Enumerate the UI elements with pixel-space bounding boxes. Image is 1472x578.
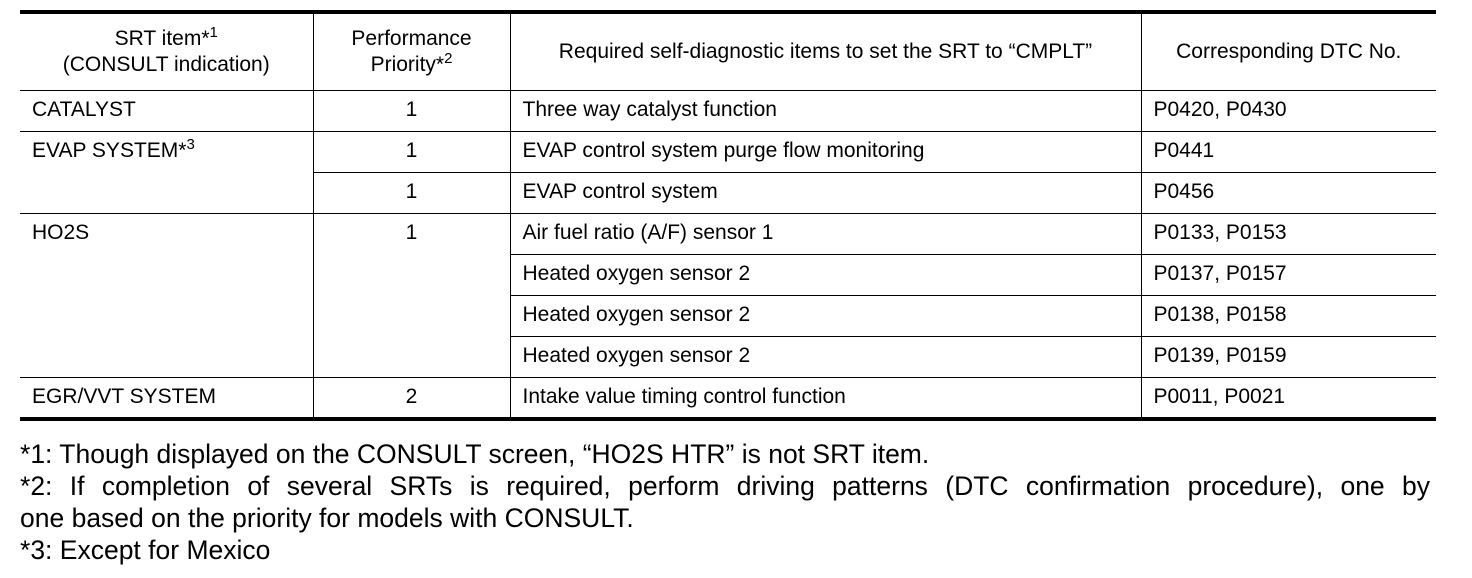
srt-table <box>20 10 1436 421</box>
item-cell: Heated oxygen sensor 2 <box>510 255 1141 296</box>
srt-cell <box>20 132 313 214</box>
dtc-cell: P0420, P0430 <box>1141 91 1436 132</box>
srt-footnote: 3 <box>186 136 195 153</box>
item-cell: EVAP control system <box>510 173 1141 214</box>
srt-cell <box>20 91 313 132</box>
footnote-1: *1: Though displayed on the CONSULT screen, “HO2S HTR” is not SRT item. <box>20 439 930 469</box>
header-srt-item-footnote: 1 <box>209 24 218 41</box>
header-priority-line2: Priority* <box>370 53 445 76</box>
footnote-2-line2: one based on the priority for models with CONSULT. <box>20 503 634 533</box>
dtc-cell: P0133, P0153 <box>1141 214 1436 255</box>
priority-cell: 1 <box>313 91 510 132</box>
priority-cell: 2 <box>313 378 510 419</box>
table-row <box>20 214 1436 255</box>
dtc-cell: P0137, P0157 <box>1141 255 1436 296</box>
item-cell: EVAP control system purge flow monitoring <box>510 132 1141 173</box>
footnote-2-line1: *2: If completion of several SRTs is required, perform driving patterns (DTC confirmation procedure), one by <box>20 471 1430 501</box>
item-cell: Three way catalyst function <box>510 91 1141 132</box>
table-row <box>20 132 1436 173</box>
header-dtc: Corresponding DTC No. <box>1141 12 1436 91</box>
table-row <box>20 91 1436 132</box>
header-srt-item-line1: SRT item* <box>114 27 210 50</box>
dtc-cell: P0138, P0158 <box>1141 296 1436 337</box>
table-header-row <box>20 12 1436 91</box>
item-cell: Intake value timing control function <box>510 378 1141 419</box>
srt-label: EVAP SYSTEM* <box>32 139 187 162</box>
dtc-cell: P0441 <box>1141 132 1436 173</box>
dtc-cell: P0456 <box>1141 173 1436 214</box>
dtc-cell: P0139, P0159 <box>1141 337 1436 378</box>
item-cell: Heated oxygen sensor 2 <box>510 337 1141 378</box>
srt-cell <box>20 214 313 378</box>
priority-cell: 1 <box>313 173 510 214</box>
item-cell: Air fuel ratio (A/F) sensor 1 <box>510 214 1141 255</box>
srt-cell <box>20 378 313 419</box>
table-row <box>20 378 1436 419</box>
header-priority <box>313 12 510 91</box>
priority-cell: 1 <box>313 132 510 173</box>
srt-label: HO2S <box>32 221 90 244</box>
header-priority-footnote: 2 <box>444 50 453 67</box>
priority-cell: 1 <box>313 214 510 378</box>
footnote-3: *3: Except for Mexico <box>20 535 271 565</box>
srt-label: CATALYST <box>32 98 136 121</box>
dtc-cell: P0011, P0021 <box>1141 378 1436 419</box>
header-required-items: Required self-diagnostic items to set the SRT to “CMPLT” <box>510 12 1141 91</box>
header-priority-line1: Performance <box>351 27 472 50</box>
srt-label: EGR/VVT SYSTEM <box>32 385 216 408</box>
item-cell: Heated oxygen sensor 2 <box>510 296 1141 337</box>
footnotes <box>20 438 1430 566</box>
header-srt-item <box>20 12 313 91</box>
header-srt-item-line2: (CONSULT indication) <box>62 53 270 76</box>
